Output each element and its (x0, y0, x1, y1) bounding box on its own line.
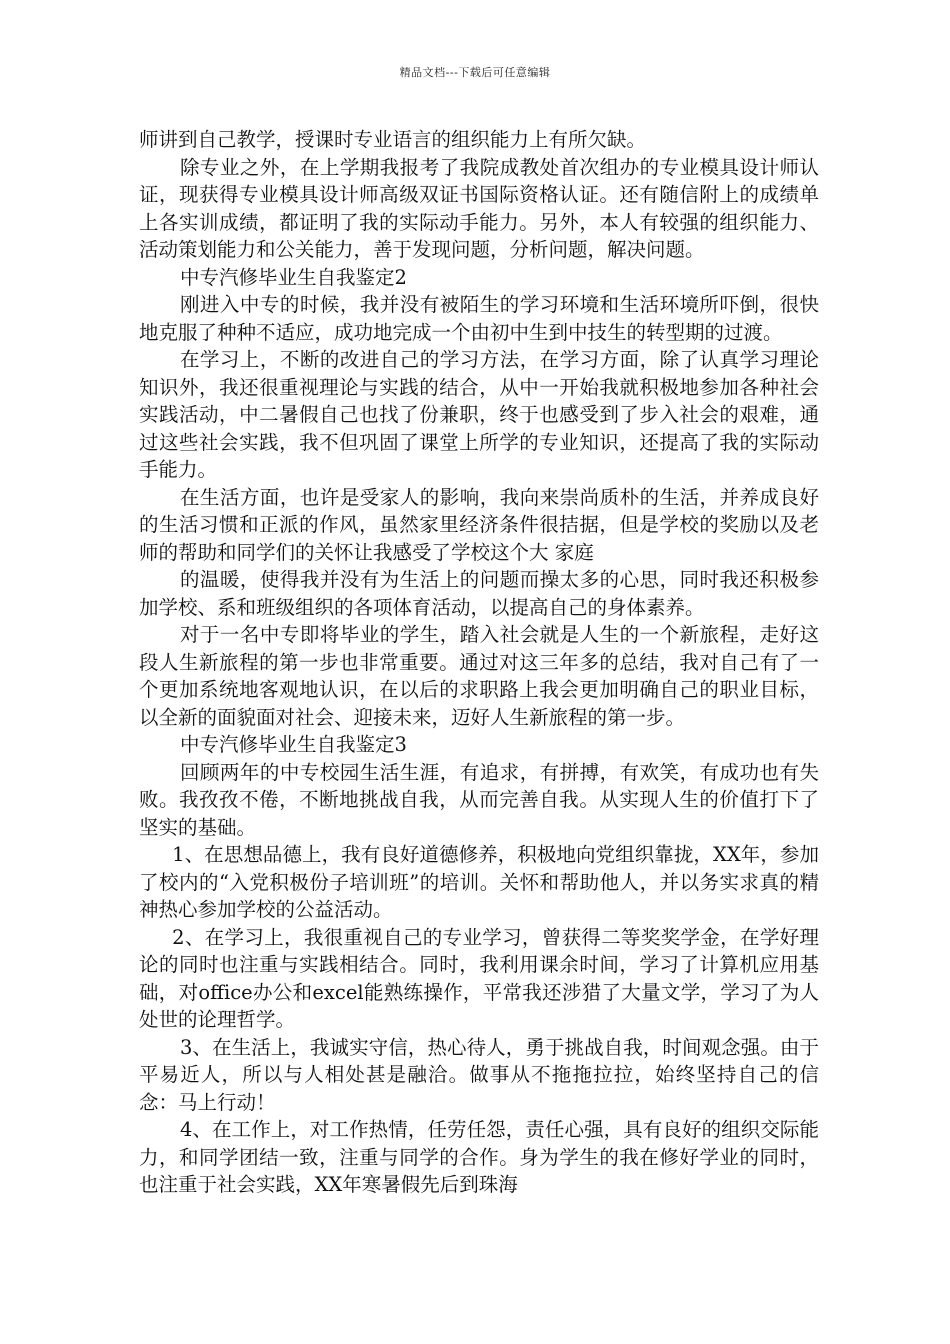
paragraph: 在学习上，不断的改进自己的学习方法，在学习方面，除了认真学习理论知识外，我还很重视理论与实践的结合，从中一开始我就积极地参加各种社会实践活动，中二暑假自己也找了份兼职，终于也感受到了步入社会的艰难，通过这些社会实践，我不但巩固了课堂上所学的专业知识，还提高了我的实际动手能力。 (139, 348, 819, 481)
paragraph: 回顾两年的中专校园生活生涯，有追求，有拼搏，有欢笑，有成功也有失败。我孜孜不倦，不断地挑战自我，从而完善自我。从实现人生的价值打下了坚实的基础。 (139, 760, 819, 839)
paragraph: 的温暖，使得我并没有为生活上的问题而操太多的心思，同时我还积极参加学校、系和班级组织的各项体育活动，以提高自己的身体素养。 (139, 568, 819, 619)
paragraph: 刚进入中专的时候，我并没有被陌生的学习环境和生活环境所吓倒，很快地克服了种种不适应，成功地完成一个由初中生到中技生的转型期的过渡。 (139, 293, 819, 344)
paragraph: 3、在生活上，我诚实守信，热心待人，勇于挑战自我，时间观念强。由于平易近人，所以与人相处甚是融洽。做事从不拖拖拉拉，始终坚持自己的信念：马上行动！ (139, 1035, 819, 1114)
paragraph: 4、在工作上，对工作热情，任劳任怨，责任心强，具有良好的组织交际能力，和同学团结一致，注重与同学的合作。身为学生的我在修好学业的同时，也注重于社会实践，XX年寒暑假先后到珠海 (139, 1118, 819, 1196)
paragraph: 除专业之外，在上学期我报考了我院成教处首次组办的专业模具设计师认证，现获得专业模具设计师高级双证书国际资格认证。还有随信附上的成绩单上各实训成绩，都证明了我的实际动手能力。另外，本人有较强的组织能力、活动策划能力和公关能力，善于发现问题，分析问题，解决问题。 (139, 155, 819, 261)
paragraph: 1、在思想品德上，我有良好道德修养，积极地向党组织靠拢，XX年，参加了校内的“入党积极份子培训班”的培训。关怀和帮助他人，并以务实求真的精神热心参加学校的公益活动。 (139, 843, 819, 921)
paragraph: 对于一名中专即将毕业的学生，踏入社会就是人生的一个新旅程，走好这段人生新旅程的第一步也非常重要。通过对这三年多的总结，我对自己有了一个更加系统地客观地认识，在以后的求职路上我会更加明确自己的职业目标，以全新的面貌面对社会、迎接未来，迈好人生新旅程的第一步。 (139, 623, 819, 729)
paragraph: 师讲到自己教学，授课时专业语言的组织能力上有所欠缺。 (139, 128, 647, 151)
section-heading: 中专汽修毕业生自我鉴定3 (179, 733, 407, 756)
section-heading: 中专汽修毕业生自我鉴定2 (179, 265, 407, 289)
document-body (139, 126, 819, 1199)
page-header: 精品文档---下载后可任意编辑 (399, 66, 551, 79)
paragraph: 2、在学习上，我很重视自己的专业学习，曾获得二等奖奖学金，在学好理论的同时也注重与实践相结合。同时，我利用课余时间，学习了计算机应用基础，对office办公和excel能熟练操作，平常我还涉猎了大量文学，学习了为人处世的论理哲学。 (139, 925, 819, 1031)
paragraph: 在生活方面，也许是受家人的影响，我向来崇尚质朴的生活，并养成良好的生活习惯和正派的作风，虽然家里经济条件很拮据，但是学校的奖励以及老师的帮助和同学们的关怀让我感受了学校这个大 家庭 (139, 485, 819, 564)
